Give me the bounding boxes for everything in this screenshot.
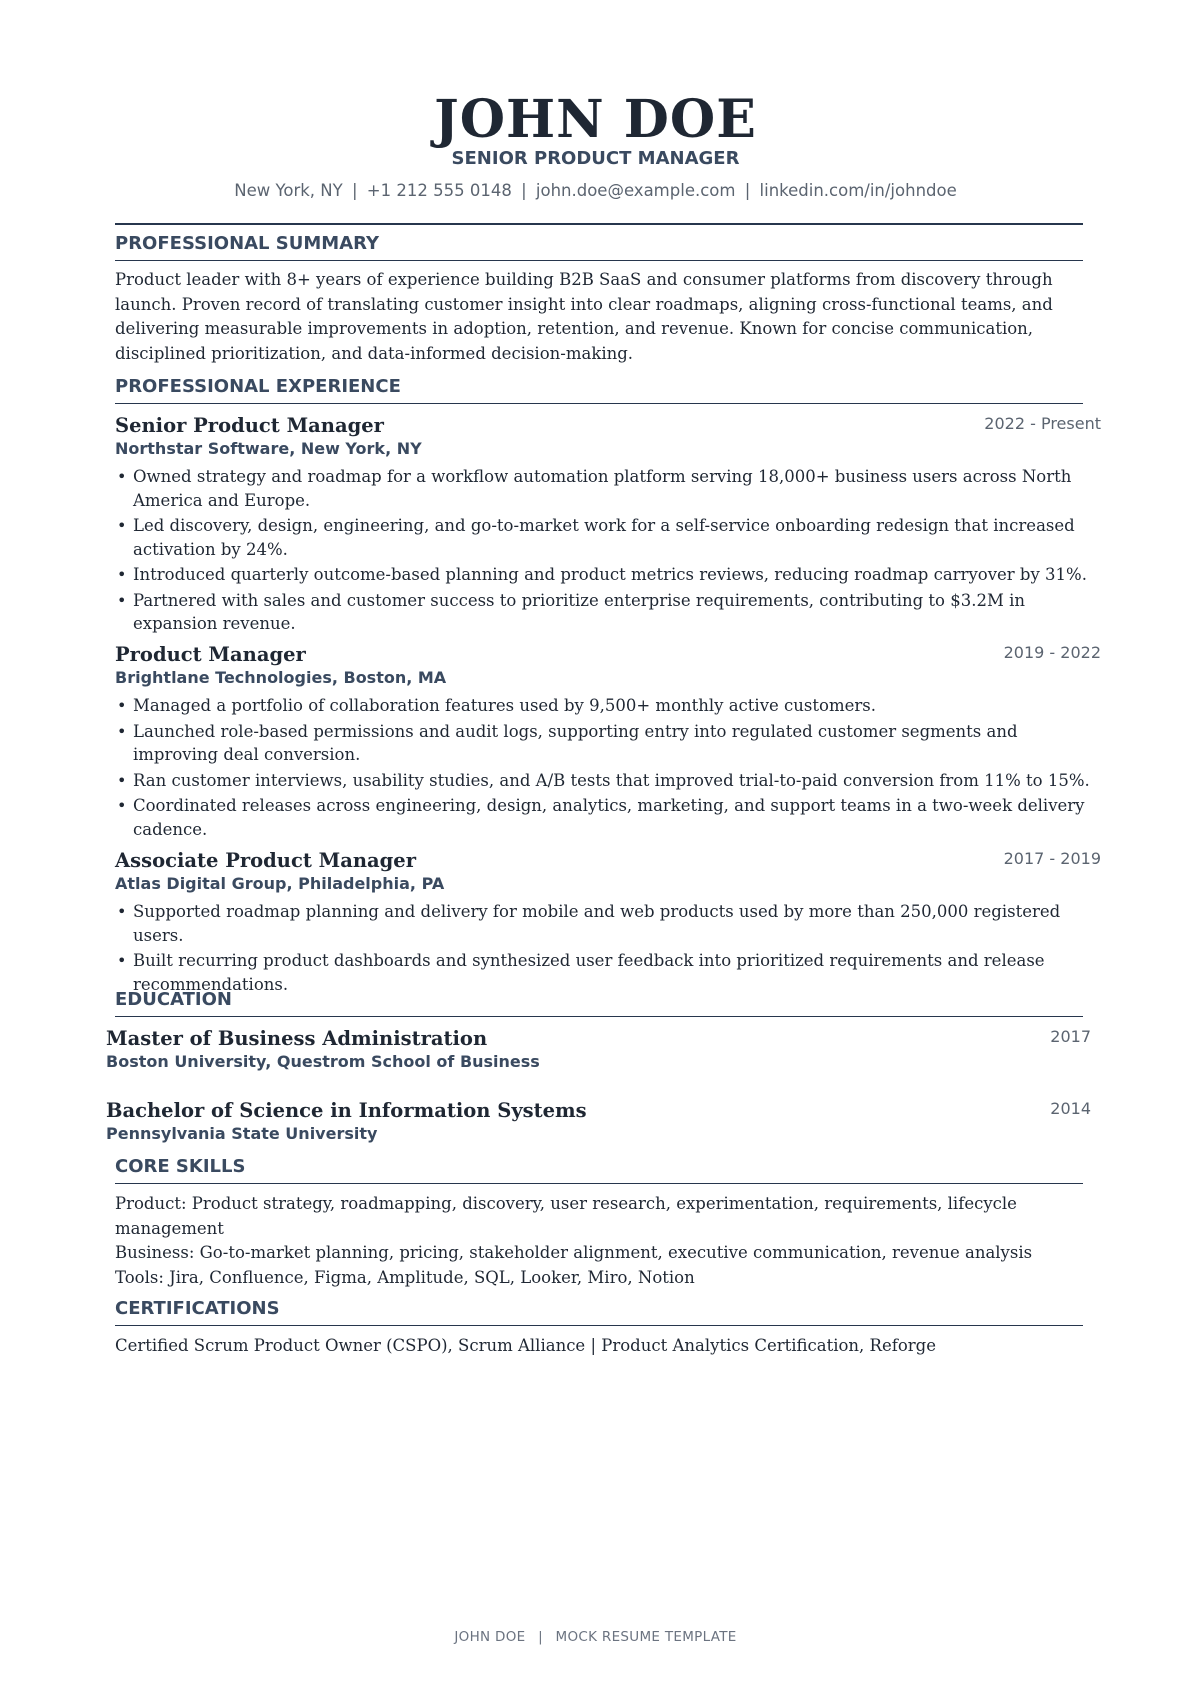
contact-line [0, 180, 1191, 202]
contact-linkedin[interactable]: linkedin.com/in/johndoe [759, 181, 957, 200]
job-dates: 2022 - Present [984, 414, 1101, 433]
education-school: Pennsylvania State University [106, 1124, 378, 1143]
education-year: 2014 [1050, 1099, 1091, 1118]
page-footer [0, 1628, 1191, 1646]
bullet-item: • Partnered with sales and customer success to prioritize enterprise requirements, contributing to $3.2M in expansion revenue. [117, 589, 1092, 636]
education-degree: Master of Business Administration [106, 1027, 488, 1050]
job-bullets [117, 465, 1092, 638]
candidate-name: JOHN DOE [434, 89, 757, 150]
job-dates: 2017 - 2019 [1003, 849, 1101, 868]
job-bullets [117, 900, 1092, 998]
section-title-education: EDUCATION [115, 989, 1083, 1017]
skills-list [115, 1192, 1075, 1290]
skills-line-product: Product: Product strategy, roadmapping, discovery, user research, experimentation, requirements, lifecycle management [115, 1194, 1017, 1238]
section-title-skills: CORE SKILLS [115, 1156, 1083, 1184]
education-year: 2017 [1050, 1027, 1091, 1046]
bullet-item: • Supported roadmap planning and delivery for mobile and web products used by more than 250,000 registered users. [117, 900, 1092, 947]
education-degree: Bachelor of Science in Information Systems [106, 1099, 587, 1122]
certifications-text: Certified Scrum Product Owner (CSPO), Scrum Alliance | Product Analytics Certification, Reforge [115, 1336, 936, 1355]
contact-separator: | [521, 181, 527, 200]
footer-template-label: MOCK RESUME TEMPLATE [555, 1629, 737, 1645]
contact-email[interactable]: john.doe@example.com [535, 181, 736, 200]
bullet-item: • Ran customer interviews, usability studies, and A/B tests that improved trial-to-paid conversion from 11% to 15%. [117, 769, 1092, 793]
education-school: Boston University, Questrom School of Business [106, 1052, 540, 1071]
job-company: Northstar Software, New York, NY [115, 439, 422, 458]
bullet-item: • Coordinated releases across engineering, design, analytics, marketing, and support teams in a two-week delivery cadence. [117, 794, 1092, 841]
skills-line-business: Business: Go-to-market planning, pricing, stakeholder alignment, executive communication, revenue analysis [115, 1243, 1033, 1262]
skills-line-tools: Tools: Jira, Confluence, Figma, Amplitude, SQL, Looker, Miro, Notion [115, 1267, 695, 1287]
contact-separator: | [744, 181, 751, 200]
bullet-item: • Managed a portfolio of collaboration features used by 9,500+ monthly active customers. [117, 694, 1092, 718]
section-title-experience: PROFESSIONAL EXPERIENCE [115, 376, 1083, 404]
section-title-summary: PROFESSIONAL SUMMARY [115, 233, 1083, 261]
job-dates: 2019 - 2022 [1003, 643, 1101, 662]
contact-location: New York, NY [234, 181, 343, 200]
bullet-item: • Launched role-based permissions and audit logs, supporting entry into regulated customer segments and improving deal conversion. [117, 720, 1092, 767]
bullet-item: • Introduced quarterly outcome-based planning and product metrics reviews, reducing roadmap carryover by 31%. [117, 563, 1092, 587]
job-company: Atlas Digital Group, Philadelphia, PA [115, 874, 445, 893]
footer-separator: | [538, 1629, 543, 1645]
job-bullets [117, 694, 1092, 843]
bullet-item: • Built recurring product dashboards and synthesized user feedback into prioritized requirements and release recommendations. [117, 949, 1092, 996]
contact-separator: | [351, 181, 358, 200]
bullet-item: • Owned strategy and roadmap for a workflow automation platform serving 18,000+ business users across North America and Europe. [117, 465, 1092, 512]
bullet-item: • Led discovery, design, engineering, and go-to-market work for a self-service onboarding redesign that increased activation by 24%. [117, 514, 1092, 561]
contact-phone: +1 212 555 0148 [366, 181, 512, 200]
resume-header [0, 89, 1191, 202]
section-title-certifications: CERTIFICATIONS [115, 1298, 1083, 1326]
job-company: Brightlane Technologies, Boston, MA [115, 668, 447, 687]
summary-text: Product leader with 8+ years of experience building B2B SaaS and consumer platforms from discovery through launch. Proven record of translating customer insight into clear roadmaps, aligning cross-functional teams, and delivering measurable improvements in adoption, retention, and revenue. Known for concise communication, disciplined prioritization, and data-informed decision-making. [115, 270, 1053, 363]
job-title: Associate Product Manager [115, 849, 416, 872]
footer-name: JOHN DOE [454, 1629, 526, 1645]
header-divider [115, 223, 1083, 225]
candidate-role: SENIOR PRODUCT MANAGER [451, 148, 740, 169]
job-title: Senior Product Manager [115, 414, 384, 437]
job-title: Product Manager [115, 643, 306, 666]
